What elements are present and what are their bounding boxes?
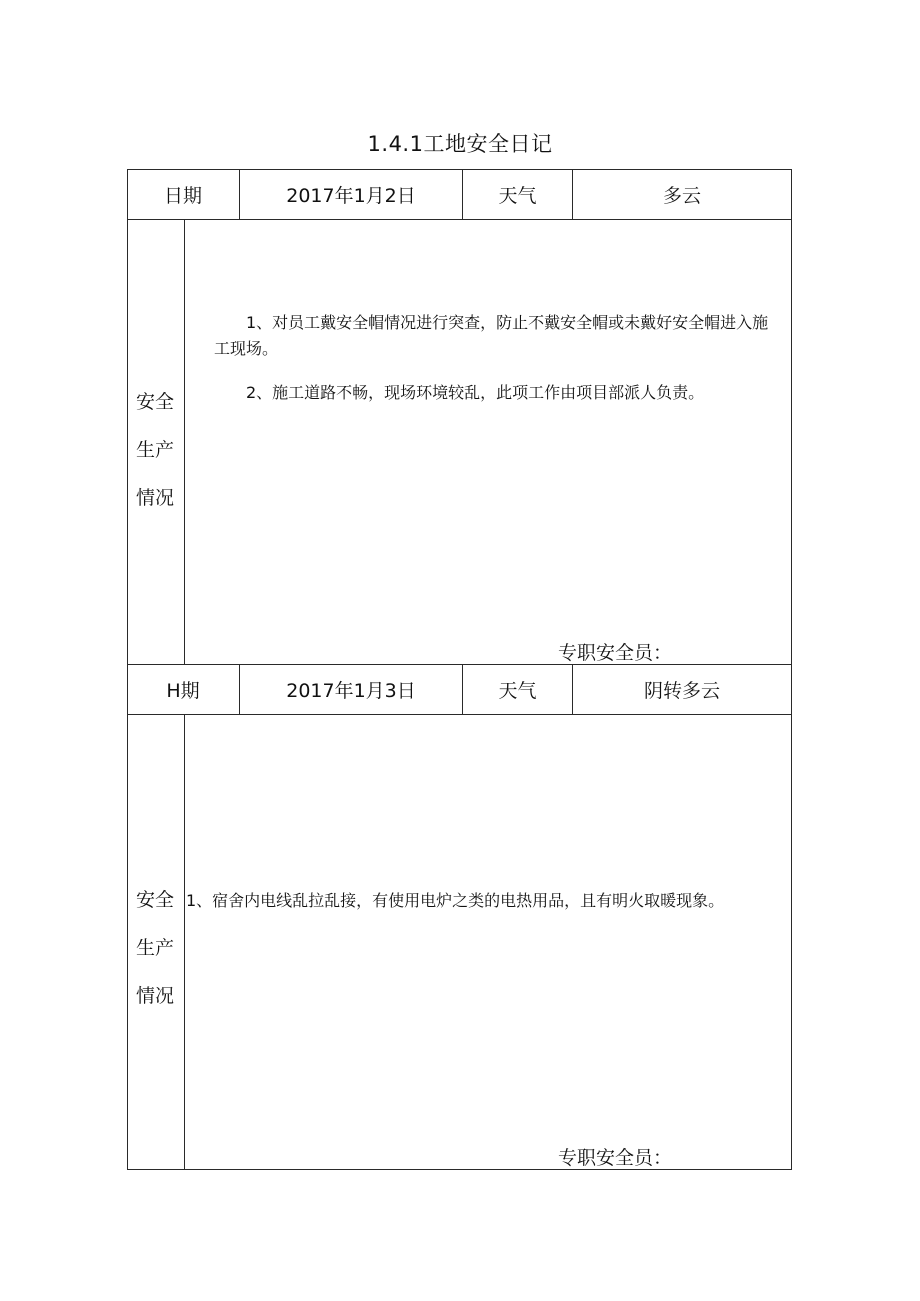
section-label — [127, 378, 183, 522]
row-divider — [127, 714, 792, 715]
section-label — [127, 876, 183, 1020]
section-label-line: 情况 — [135, 985, 174, 1007]
section-label-line: 安全 — [135, 889, 174, 911]
safety-officer-signature-label: 专职安全员： — [558, 642, 673, 664]
section-label-line: 生产 — [135, 937, 174, 959]
section-label-line: 生产 — [135, 439, 174, 461]
column-divider — [184, 219, 185, 665]
weather-label: 天气 — [498, 679, 537, 702]
weather-value: 多云 — [662, 184, 701, 207]
page-title: 1.4.1工地安全日记 — [367, 132, 553, 156]
row-divider — [127, 219, 792, 220]
list-item: 2、施工道路不畅，现场环境较乱，此项工作由项目部派人负责。 — [246, 383, 705, 402]
column-divider — [184, 714, 185, 1170]
date-label: 日期 — [163, 184, 202, 207]
section-label-line: 情况 — [135, 487, 174, 509]
date-value: 2017年1月3日 — [286, 679, 416, 702]
weather-value: 阴转多云 — [643, 679, 720, 702]
safety-notes — [214, 310, 782, 406]
table-border-right — [791, 169, 792, 1170]
section-label-line: 安全 — [135, 391, 174, 413]
safety-notes — [186, 888, 782, 914]
list-item: 1、对员工戴安全帽情况进行突查，防止不戴安全帽或未戴好安全帽进入施工现场。 — [214, 313, 769, 358]
safety-officer-signature-label: 专职安全员： — [558, 1147, 673, 1169]
list-item: 1、宿舍内电线乱拉乱接，有使用电炉之类的电热用品，且有明火取暖现象。 — [186, 891, 725, 910]
table-border-bottom — [127, 1169, 792, 1170]
weather-label: 天气 — [498, 184, 537, 207]
date-label: H期 — [166, 679, 200, 702]
date-value: 2017年1月2日 — [286, 184, 416, 207]
safety-log-table — [127, 169, 792, 1170]
